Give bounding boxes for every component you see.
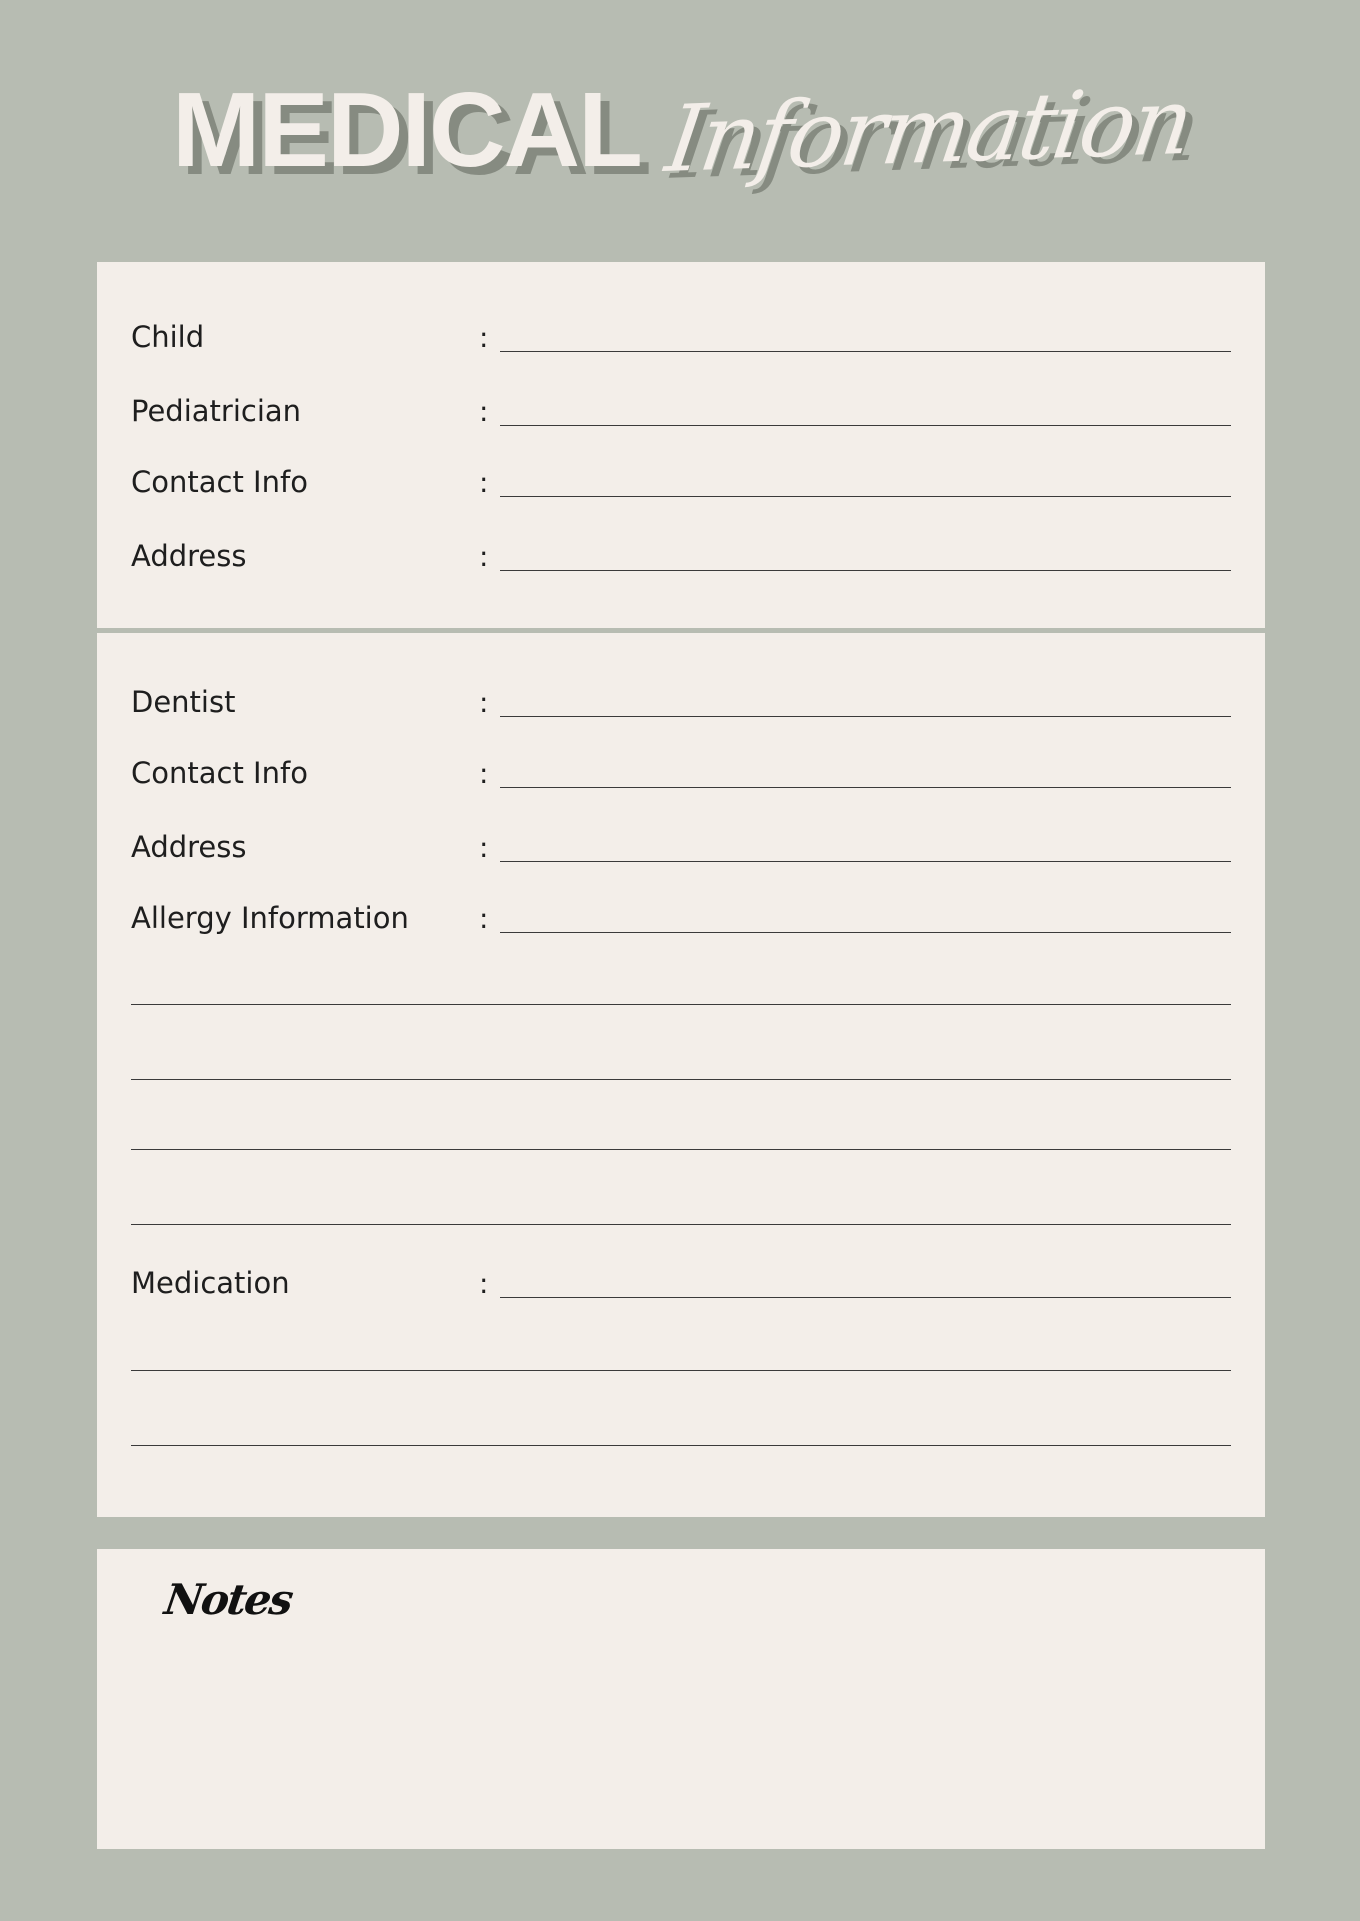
dentist-contact-field	[131, 756, 1231, 796]
allergy-extra-line[interactable]	[131, 1079, 1231, 1080]
allergy-field	[131, 901, 1231, 941]
field-label: Medication	[131, 1266, 290, 1300]
medication-input-line[interactable]	[500, 1297, 1231, 1298]
allergy-extra-line[interactable]	[131, 1224, 1231, 1225]
allergy-extra-line[interactable]	[131, 1004, 1231, 1005]
allergy-extra-line[interactable]	[131, 1149, 1231, 1150]
field-colon: :	[479, 757, 489, 790]
pediatrician-input-line[interactable]	[500, 425, 1231, 426]
pediatrician-address-field	[131, 539, 1231, 579]
field-colon: :	[479, 902, 489, 935]
field-label: Dentist	[131, 685, 236, 719]
dentist-input-line[interactable]	[500, 716, 1231, 717]
field-colon: :	[479, 540, 489, 573]
field-label: Contact Info	[131, 465, 308, 499]
medication-field	[131, 1266, 1231, 1306]
dental-medical-panel	[97, 633, 1265, 1517]
pediatrician-field	[131, 394, 1231, 434]
notes-panel[interactable]	[97, 1549, 1265, 1849]
field-label: Address	[131, 539, 247, 573]
child-input-line[interactable]	[500, 351, 1231, 352]
allergy-input-line[interactable]	[500, 932, 1231, 933]
contact-panel	[97, 262, 1265, 628]
child-field	[131, 320, 1231, 360]
medication-extra-line[interactable]	[131, 1370, 1231, 1371]
pediatrician-contact-field	[131, 465, 1231, 505]
notes-title: Notes	[161, 1575, 295, 1624]
pediatrician-address-input-line[interactable]	[500, 570, 1231, 571]
field-colon: :	[479, 1267, 489, 1300]
field-colon: :	[479, 466, 489, 499]
field-label: Allergy Information	[131, 901, 409, 935]
field-colon: :	[479, 831, 489, 864]
field-colon: :	[479, 395, 489, 428]
field-label: Address	[131, 830, 247, 864]
field-colon: :	[479, 686, 489, 719]
field-label: Pediatrician	[131, 394, 302, 428]
field-label: Contact Info	[131, 756, 308, 790]
title-main: MEDICAL	[172, 71, 641, 189]
field-label: Child	[131, 320, 205, 354]
title-script: Information	[659, 67, 1197, 194]
dentist-address-input-line[interactable]	[500, 861, 1231, 862]
dentist-field	[131, 685, 1231, 725]
page-header	[0, 67, 1360, 220]
field-colon: :	[479, 321, 489, 354]
dentist-address-field	[131, 830, 1231, 870]
dentist-contact-input-line[interactable]	[500, 787, 1231, 788]
medication-extra-line[interactable]	[131, 1445, 1231, 1446]
pediatrician-contact-input-line[interactable]	[500, 496, 1231, 497]
